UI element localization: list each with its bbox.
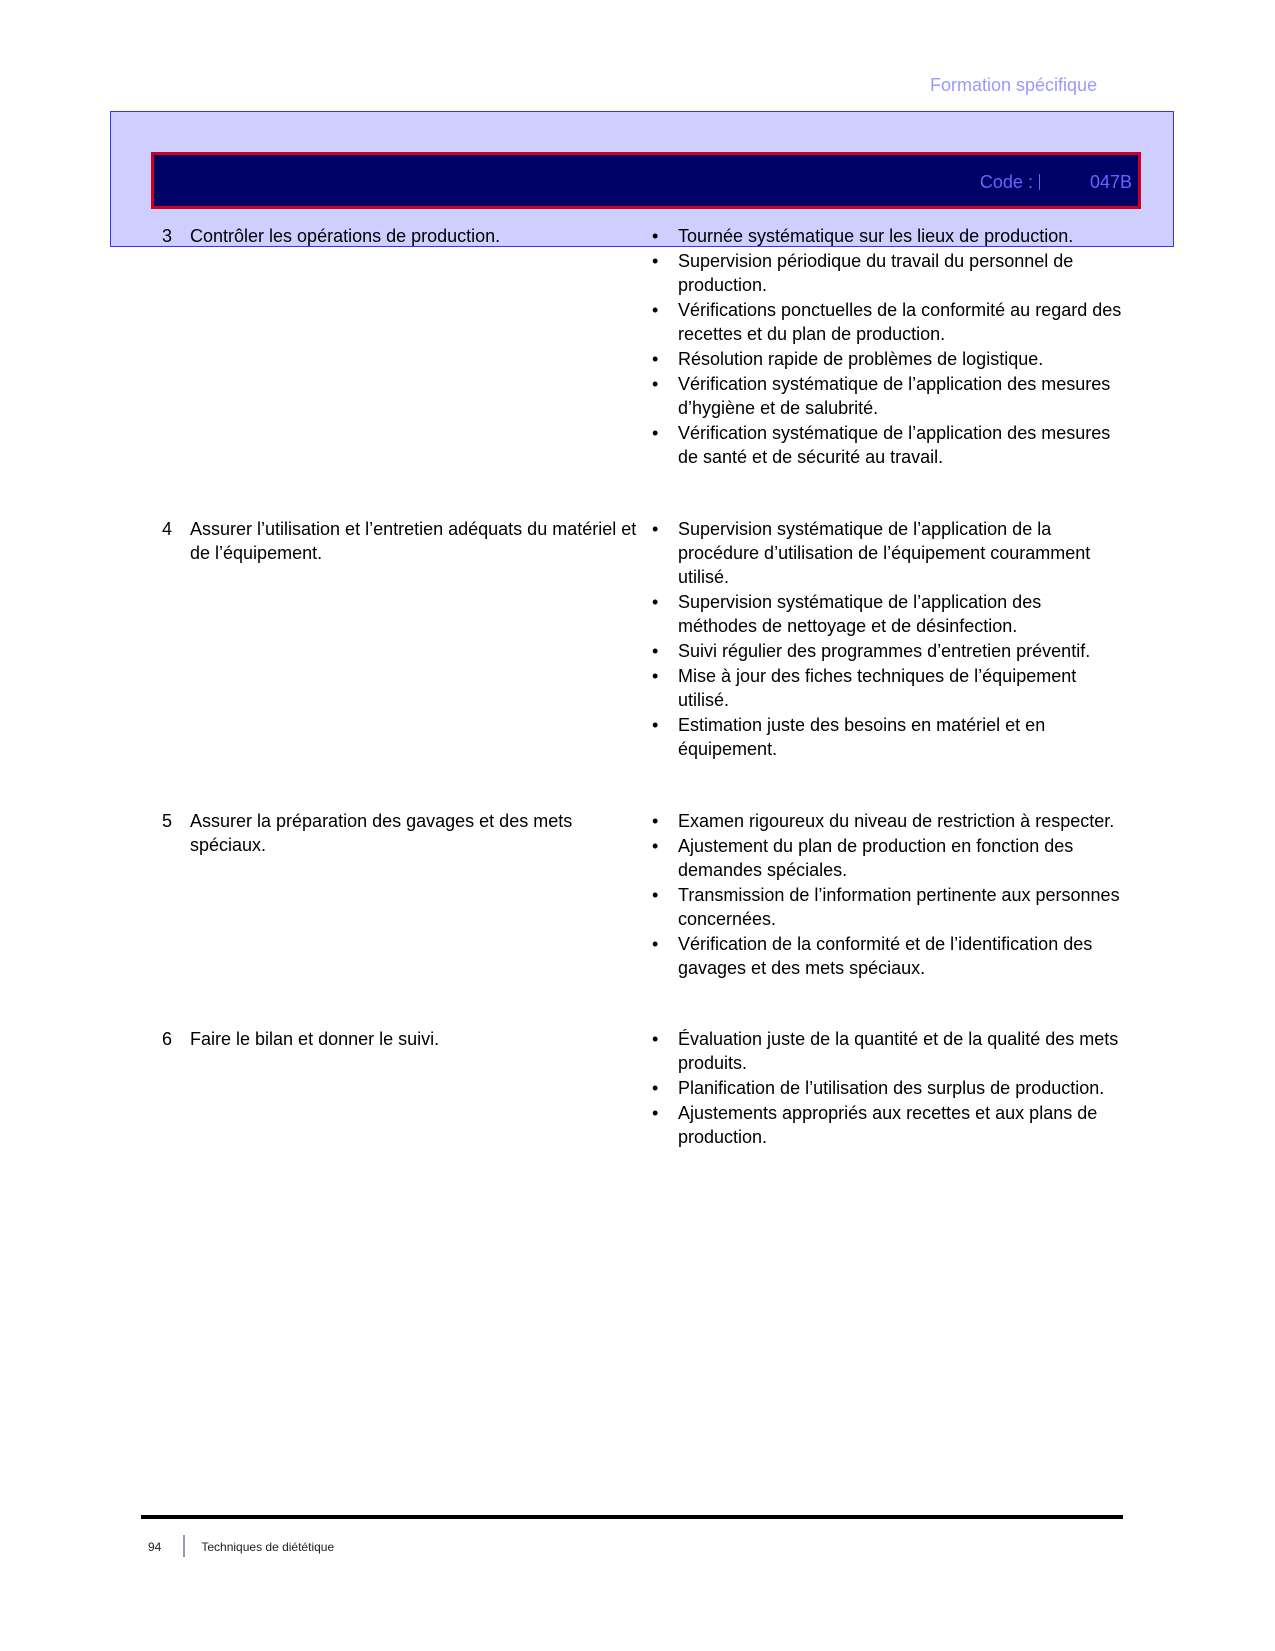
criterion: • Suivi régulier des programmes d’entretien préventif.: [652, 639, 1122, 663]
criterion: • Supervision périodique du travail du personnel de production.: [652, 249, 1122, 297]
step-number: 5: [162, 811, 173, 831]
criterion: • Examen rigoureux du niveau de restriction à respecter.: [652, 809, 1122, 833]
step-text: Faire le bilan et donner le suivi.: [190, 1029, 440, 1049]
criteria-list: [652, 1027, 1122, 1150]
step: [162, 224, 652, 248]
page-number: 94: [148, 1540, 162, 1554]
criterion: • Ajustement du plan de production en fonction des demandes spéciales.: [652, 834, 1122, 882]
criterion: • Résolution rapide de problèmes de logistique.: [652, 347, 1122, 371]
criterion: • Vérification de la conformité et de l’identification des gavages et des mets spéciaux.: [652, 932, 1122, 980]
step-text: Assurer l’utilisation et l’entretien adéquats du matériel et de l’équipement.: [190, 519, 637, 563]
criterion: • Supervision systématique de l’application de la procédure d’utilisation de l’équipement couramment utilisé.: [652, 517, 1122, 589]
criterion: • Vérification systématique de l’application des mesures de santé et de sécurité au travail.: [652, 421, 1122, 469]
criterion: • Estimation juste des besoins en matériel et en équipement.: [652, 713, 1122, 761]
criteria-list: [652, 224, 1122, 470]
code-block: [980, 172, 1132, 193]
step: [162, 1027, 652, 1051]
step-text: Contrôler les opérations de production.: [190, 226, 501, 246]
criterion: • Planification de l’utilisation des surplus de production.: [652, 1076, 1122, 1100]
step-number: 4: [162, 519, 173, 539]
code-value: 047B: [1089, 172, 1132, 192]
footer: [148, 1535, 334, 1557]
step-number: 6: [162, 1029, 173, 1049]
step-text: Assurer la préparation des gavages et des mets spéciaux.: [190, 811, 573, 855]
criteria-list: [652, 517, 1122, 762]
criterion: • Évaluation juste de la quantité et de la qualité des mets produits.: [652, 1027, 1122, 1075]
code-bar: [151, 152, 1141, 209]
criterion: • Mise à jour des fiches techniques de l’équipement utilisé.: [652, 664, 1122, 712]
code-label: Code :: [979, 172, 1033, 192]
step: [162, 517, 652, 565]
footer-separator: [183, 1535, 185, 1557]
criteria-list: [652, 809, 1122, 981]
criterion: • Vérification systématique de l’application des mesures d’hygiène et de salubrité.: [652, 372, 1122, 420]
step-number: 3: [162, 226, 173, 246]
criterion: • Transmission de l’information pertinente aux personnes concernées.: [652, 883, 1122, 931]
footer-rule: [141, 1515, 1123, 1519]
running-title: Formation spécifique: [930, 75, 1098, 95]
code-separator: [1039, 174, 1090, 190]
program-name: Techniques de diététique: [201, 1540, 335, 1554]
criterion: • Ajustements appropriés aux recettes et aux plans de production.: [652, 1101, 1122, 1149]
criterion: • Vérifications ponctuelles de la conformité au regard des recettes et du plan de production.: [652, 298, 1122, 346]
step: [162, 809, 652, 857]
criterion: • Tournée systématique sur les lieux de production.: [652, 224, 1122, 248]
criterion: • Supervision systématique de l’application des méthodes de nettoyage et de désinfection.: [652, 590, 1122, 638]
